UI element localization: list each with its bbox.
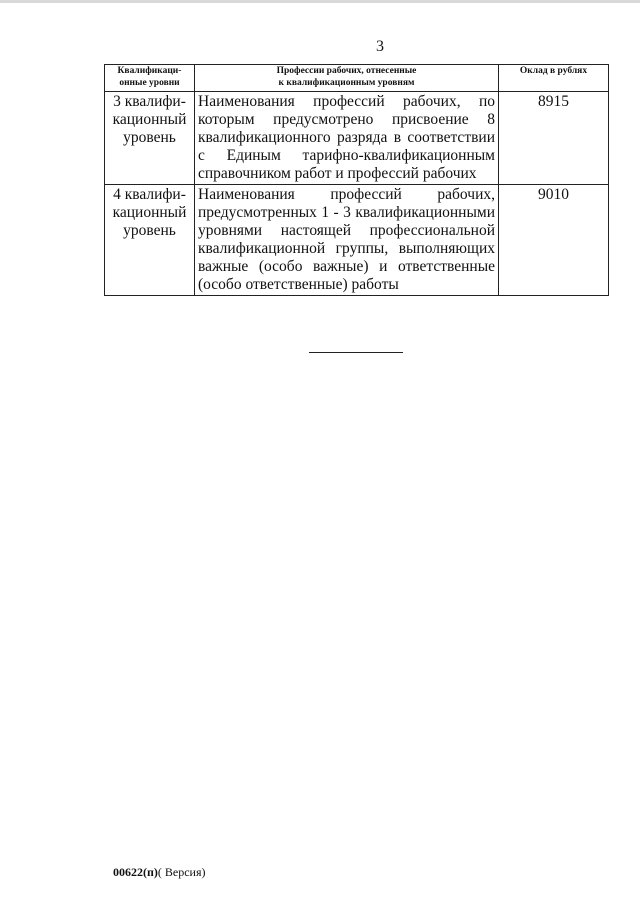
separator-line <box>309 352 403 353</box>
footer-code: 00622(п) <box>113 865 158 879</box>
document-footer <box>113 865 206 880</box>
level-cell <box>105 185 195 296</box>
page-top-edge <box>0 0 640 3</box>
header-levels <box>105 65 195 92</box>
header-professions-line2: к квалификационным уровням <box>278 77 415 88</box>
level-line2: кационный <box>112 204 187 221</box>
table-row <box>105 92 609 185</box>
header-levels-line1: Квалификаци- <box>117 66 182 76</box>
header-professions <box>195 65 499 92</box>
level-line1: 3 квалифи- <box>113 93 186 110</box>
footer-suffix: ( Версия) <box>157 865 206 879</box>
level-cell <box>105 92 195 185</box>
table-row <box>105 185 609 296</box>
table-header-row <box>105 65 609 92</box>
profession-description: Наименования профессий рабочих, по которым предусмотрено присвоение 8 квалификационного разряда в соответствии с Единым тарифно-квалификационным справочником работ и профессий рабочих <box>195 92 499 185</box>
level-line1: 4 квалифи- <box>113 186 186 203</box>
salary-value: 9010 <box>499 185 609 296</box>
salary-value: 8915 <box>499 92 609 185</box>
header-salary: Оклад в рублях <box>499 65 609 92</box>
level-line3: уровень <box>123 222 176 239</box>
level-line2: кационный <box>112 111 187 128</box>
profession-description: Наименования профессий рабочих, предусмотренных 1 - 3 квалификационными уровнями настоящей профессиональной квалификационной группы, выполняющих важные (особо важные) и ответственные (особо ответственные) работы <box>195 185 499 296</box>
page-number: 3 <box>376 38 384 55</box>
header-professions-line1: Профессии рабочих, отнесенные <box>276 66 417 76</box>
qualification-table <box>104 64 609 296</box>
level-line3: уровень <box>123 129 176 146</box>
header-levels-line2: онные уровни <box>119 77 180 88</box>
